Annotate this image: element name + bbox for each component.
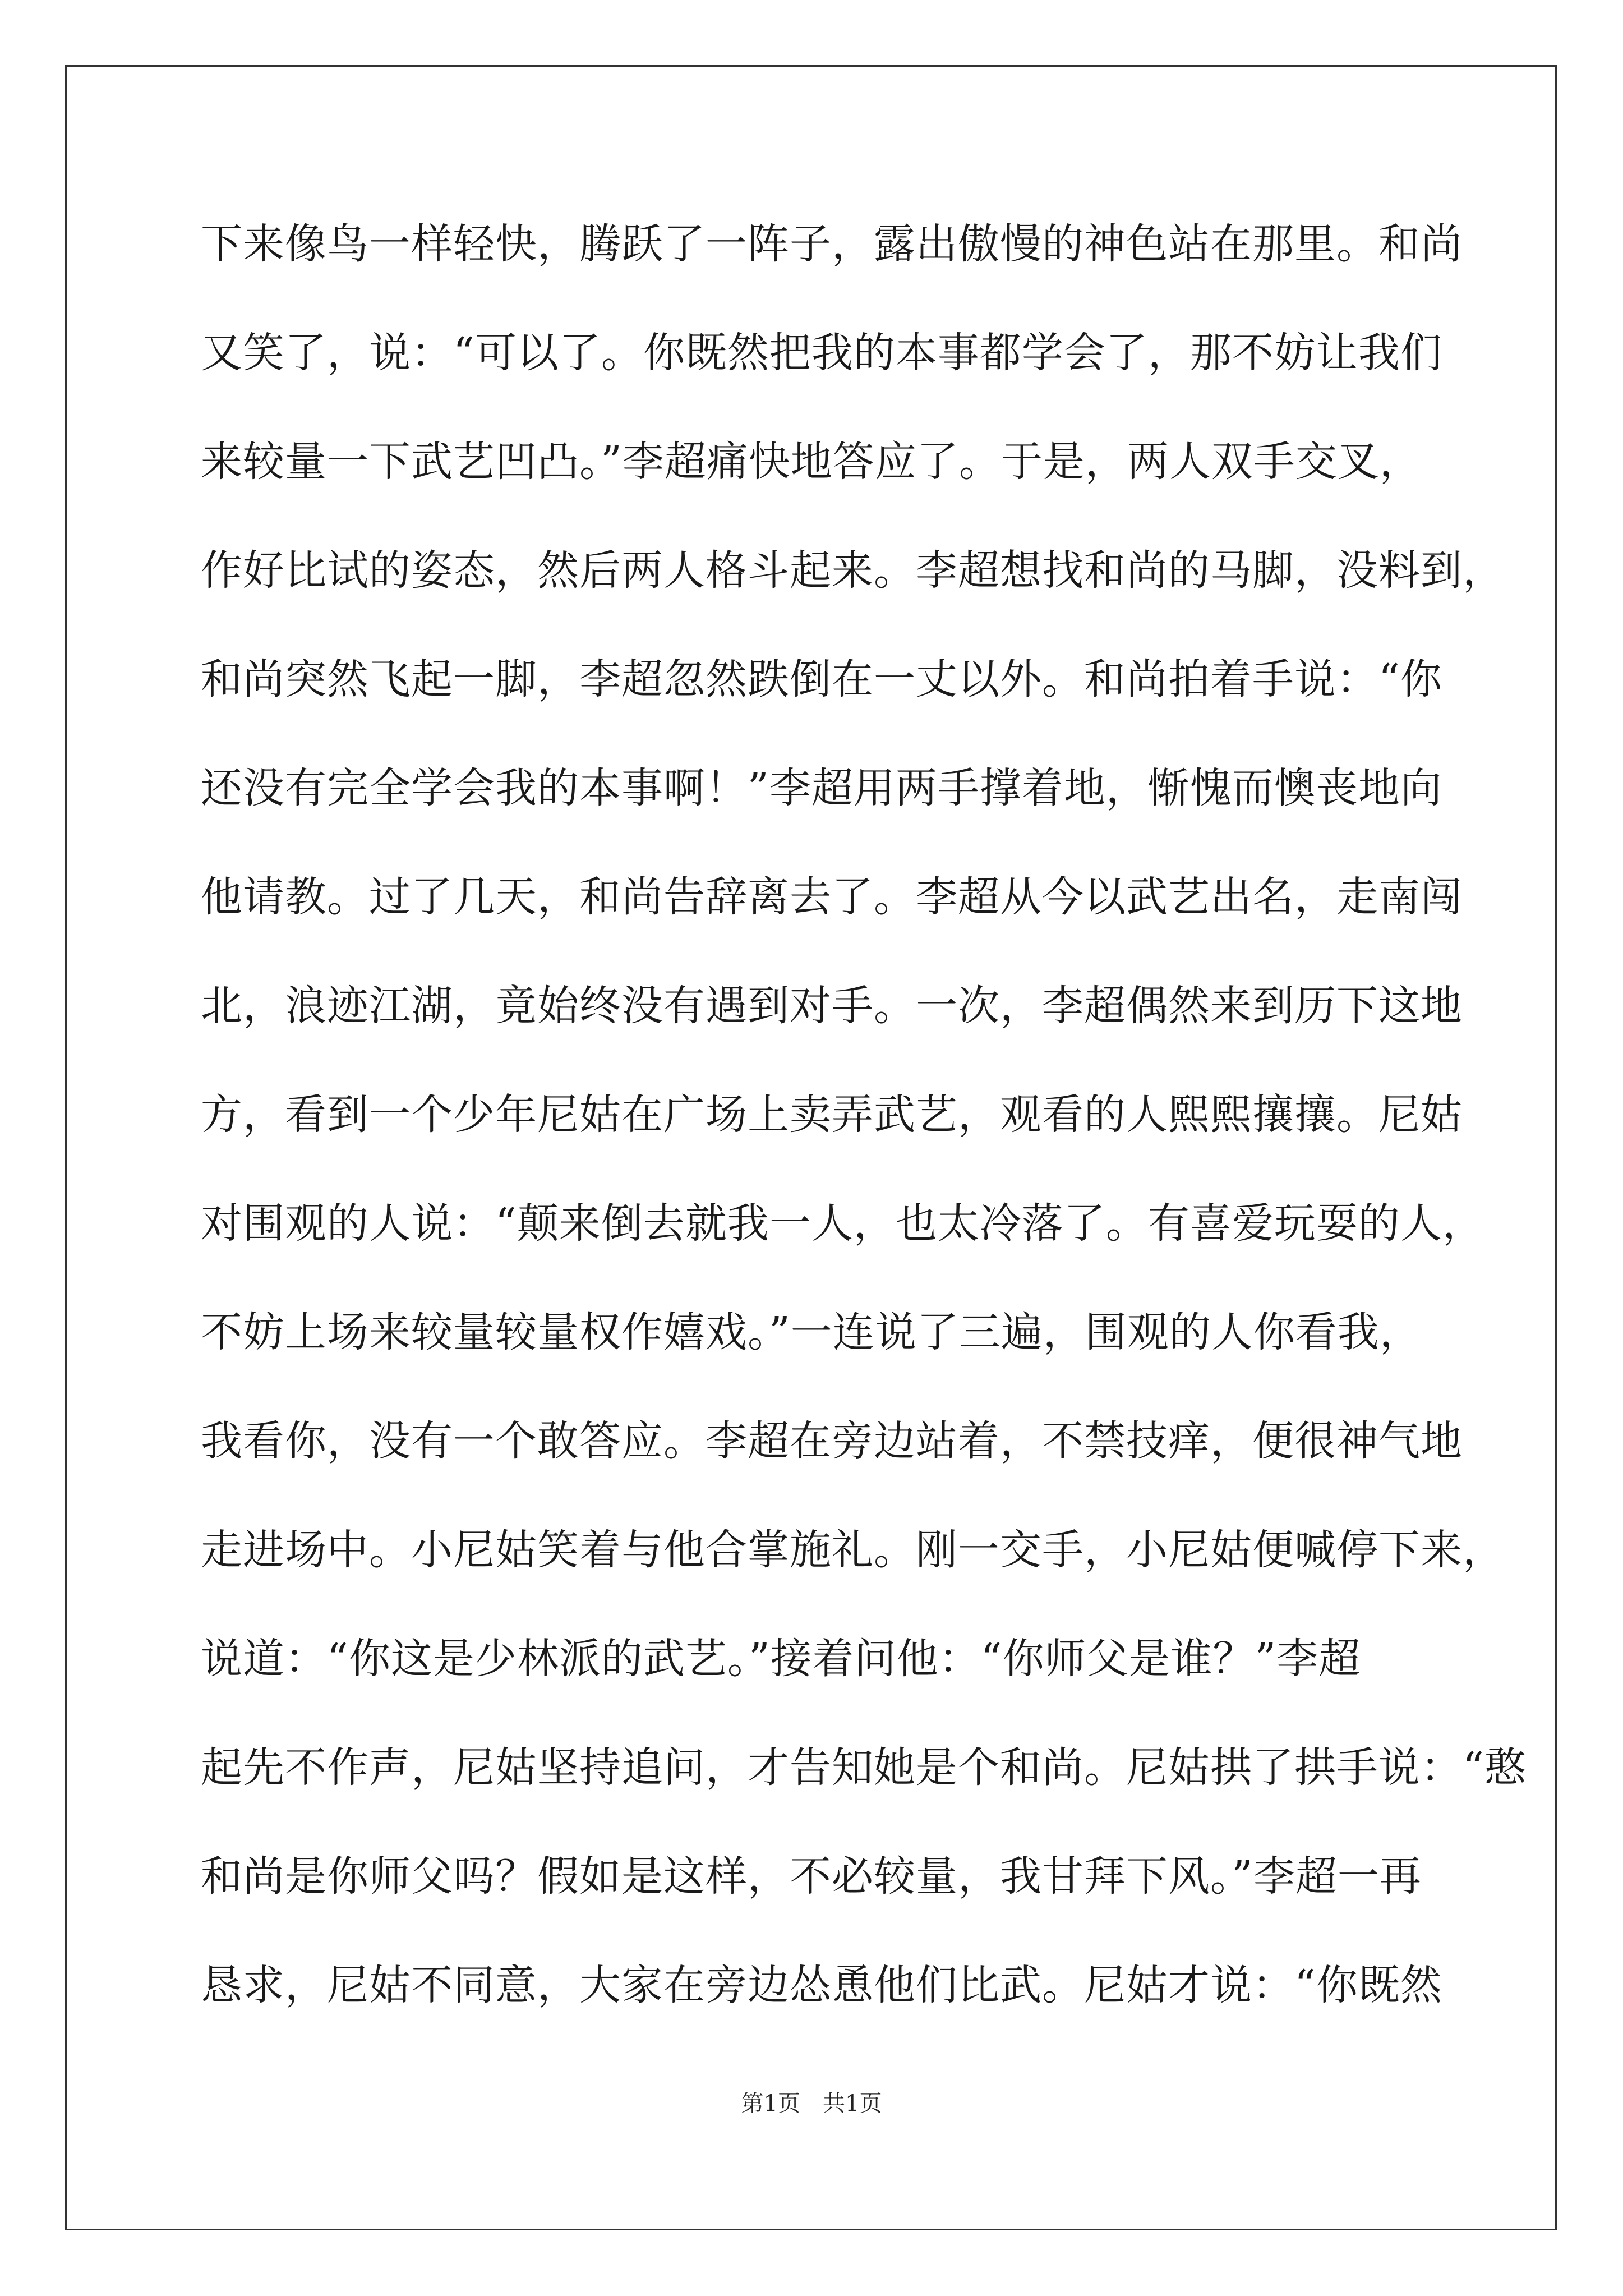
text-line: 我看你，没有一个敢答应。李超在旁边站着，不禁技痒，便很神气地 — [201, 1417, 1463, 1465]
text-line: 说道：“你这是少林派的武艺。”接着问他：“你师父是谁？”李超 — [201, 1635, 1361, 1683]
text-line: 他请教。过了几天，和尚告辞离去了。李超从今以武艺出名，走南闯 — [201, 873, 1463, 921]
text-line: 方，看到一个少年尼姑在广场上卖弄武艺，观看的人熙熙攘攘。尼姑 — [201, 1091, 1463, 1139]
text-line: 恳求，尼姑不同意，大家在旁边怂恿他们比武。尼姑才说：“你既然 — [201, 1961, 1442, 2009]
page-footer: 第1页 共1页 — [741, 2091, 882, 2116]
text-line: 和尚突然飞起一脚，李超忽然跌倒在一丈以外。和尚拍着手说：“你 — [201, 655, 1442, 703]
text-line: 下来像鸟一样轻快，腾跃了一阵子，露出傲慢的神色站在那里。和尚 — [201, 220, 1463, 268]
text-line: 走进场中。小尼姑笑着与他合掌施礼。刚一交手，小尼姑便喊停下来， — [201, 1526, 1505, 1574]
text-line: 北，浪迹江湖，竟始终没有遇到对手。一次，李超偶然来到历下这地 — [201, 982, 1463, 1030]
text-line: 和尚是你师父吗？假如是这样，不必较量，我甘拜下风。”李超一再 — [201, 1852, 1422, 1901]
text-line: 又笑了，说：“可以了。你既然把我的本事都学会了，那不妨让我们 — [201, 329, 1442, 377]
text-line: 作好比试的姿态，然后两人格斗起来。李超想找和尚的马脚，没料到， — [201, 546, 1505, 595]
text-line: 还没有完全学会我的本事啊！”李超用两手撑着地，惭愧而懊丧地向 — [201, 764, 1442, 812]
text-line: 来较量一下武艺凹凸。”李超痛快地答应了。于是，两人双手交叉， — [201, 438, 1422, 486]
document-body — [201, 220, 1527, 2073]
text-line: 起先不作声，尼姑坚持追问，才告知她是个和尚。尼姑拱了拱手说：“憨 — [201, 1743, 1527, 1792]
text-line: 不妨上场来较量较量权作嬉戏。”一连说了三遍，围观的人你看我， — [201, 1308, 1422, 1356]
text-line: 对围观的人说：“颠来倒去就我一人，也太冷落了。有喜爱玩耍的人， — [201, 1199, 1484, 1248]
